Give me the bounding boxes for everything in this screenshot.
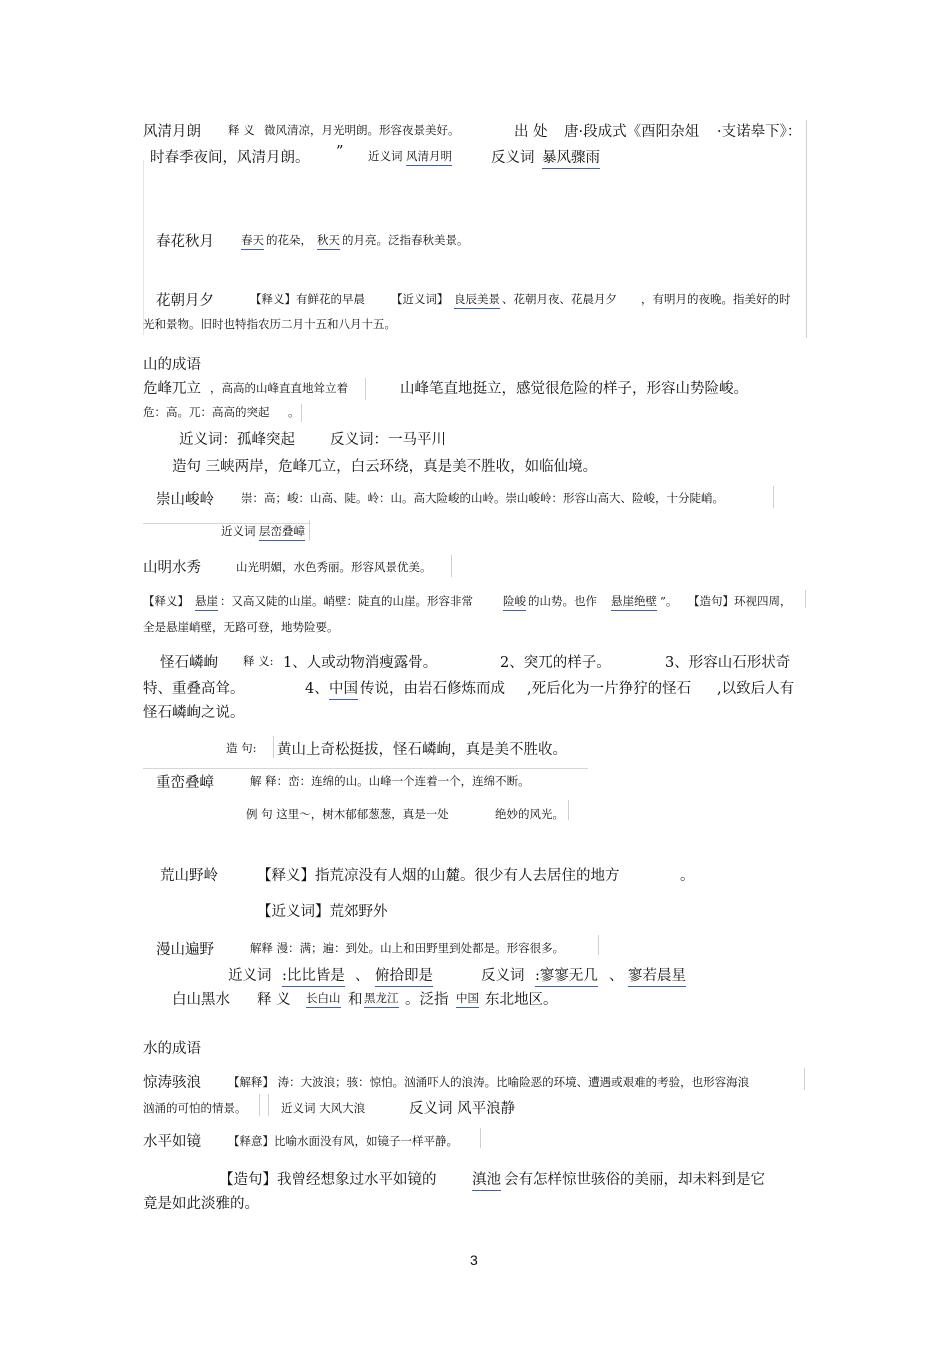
definition-text: 的花朵，: [266, 233, 312, 247]
definition-text: 传说，由岩石修炼而成: [360, 681, 505, 697]
gloss-text: 。: [288, 405, 300, 419]
definition-text: 解释 漫：满；遍：到处。山上和田野里到处都是。形容很多。: [250, 941, 565, 955]
antonym-text: 反义词：一马平川: [330, 432, 446, 448]
frame-line: [143, 768, 588, 769]
definition-text: 2、突兀的样子。: [500, 655, 611, 671]
definition-text: ,以致后人有: [717, 681, 795, 697]
frame-line: [273, 736, 274, 758]
frame-line: [268, 1094, 269, 1116]
frame-line: [804, 1068, 805, 1090]
term-link[interactable]: 长白山: [306, 990, 341, 1008]
definition-text: 山光明媚，水色秀丽。形容风景优美。: [236, 560, 432, 574]
idiom-title: 惊涛骇浪: [143, 1075, 201, 1091]
frame-line: [143, 160, 144, 335]
antonym-label: 反义词: [491, 150, 535, 166]
section-heading: 山的成语: [143, 357, 201, 373]
idiom-title: 怪石嶙峋: [160, 655, 218, 671]
example-sentence: 【造句】我曾经想象过水平如镜的: [219, 1172, 437, 1188]
term-link[interactable]: 黑龙江: [364, 990, 399, 1008]
term-link[interactable]: 春天: [241, 232, 264, 250]
definition-text: ，有明月的夜晚。指美好的时: [641, 292, 791, 306]
definition-text: 光和景物。旧时也特指农历二月十五和八月十五。: [143, 317, 396, 331]
definition-text: 微风清凉，月光明朗。形容夜景美好。: [264, 123, 460, 137]
definition-text: 3、形容山石形状奇: [665, 655, 791, 671]
frame-line: [259, 1094, 260, 1116]
definition-text: 。泛指: [405, 992, 449, 1008]
definition-text: 4、: [305, 681, 329, 697]
synonym-link[interactable]: :比比皆是: [282, 964, 345, 987]
definition-text: ：又高又陡的山崖。峭壁：陡直的山崖。形容非常: [220, 594, 473, 608]
definition-text: 【释义】有鲜花的早晨: [250, 292, 365, 306]
idiom-title: 漫山遍野: [156, 942, 214, 958]
frame-line: [301, 404, 302, 422]
definition-text: ”。: [660, 594, 678, 608]
synonym-label: 【近义词】: [391, 292, 449, 306]
term-link[interactable]: 悬崖绝壁: [611, 593, 657, 611]
definition-text: 解 释：峦：连绵的山。山峰一个连着一个，连绵不断。: [250, 774, 530, 788]
definition-text: 的月亮。泛指春秋美景。: [342, 233, 469, 247]
definition-text: 1、人或动物消瘦露骨。: [283, 655, 438, 671]
frame-line: [773, 486, 774, 508]
synonym-label: 近义词: [228, 968, 272, 984]
example-sentence: 竟是如此淡雅的。: [143, 1196, 259, 1212]
term-link[interactable]: 悬崖: [195, 593, 218, 611]
frame-line: [805, 590, 806, 608]
synonym-link[interactable]: 俯拾即是: [375, 964, 433, 987]
frame-line: [309, 520, 310, 540]
example-label: 造 句:: [226, 741, 257, 755]
synonym-text: 近义词 大风大浪: [281, 1101, 366, 1115]
definition-text: 【释义】指荒凉没有人烟的山麓。很少有人去居住的地方: [257, 868, 620, 884]
idiom-title: 荒山野岭: [160, 868, 218, 884]
definition-text: 、花朝月夜、花晨月夕: [502, 292, 617, 306]
definition-text: 怪石嶙峋之说。: [143, 705, 245, 721]
idiom-title: 白山黑水: [172, 992, 230, 1008]
page-number: 3: [470, 1252, 478, 1268]
example-label: 【造句】环视四周，: [688, 594, 792, 608]
synonym-text: 【近义词】荒郊野外: [257, 904, 388, 920]
definition-label: 释 义:: [243, 654, 274, 668]
gloss-text: 危：高。兀：高高的突起: [143, 405, 270, 419]
antonym-link[interactable]: 寥若晨星: [628, 964, 686, 987]
synonym-link[interactable]: 良辰美景: [454, 291, 500, 309]
frame-line: [806, 120, 807, 338]
idiom-title: 风清月朗: [143, 124, 201, 140]
example-sentence: 会有怎样惊世骇俗的美丽，却未料到是它: [504, 1172, 765, 1188]
synonym-link[interactable]: 风清月明: [406, 148, 452, 166]
idiom-title: 水平如镜: [143, 1134, 201, 1150]
antonym-label: 反义词: [481, 968, 525, 984]
section-heading: 水的成语: [143, 1041, 201, 1057]
definition-text: 特、重叠高耸。: [143, 681, 245, 697]
definition-text: 崇：高；峻：山高、陡。岭：山。高大险峻的山岭。崇山峻岭：形容山高大、险峻，十分陡峭。: [241, 491, 724, 505]
term-link[interactable]: 中国: [329, 677, 358, 700]
quote-mark: ”: [336, 144, 344, 160]
idiom-title: 春花秋月: [156, 234, 214, 250]
definition-text: 和: [348, 992, 363, 1008]
term-link[interactable]: 险峻: [503, 593, 526, 611]
frame-line: [480, 1128, 481, 1148]
idiom-title: 崇山峻岭: [156, 492, 214, 508]
example-sentence: 黄山上奇松挺拔，怪石嶙峋，真是美不胜收。: [277, 742, 567, 758]
synonym-link[interactable]: 层峦叠嶂: [259, 523, 305, 541]
synonym-label: 近义词: [368, 149, 403, 163]
definition-text: 东北地区。: [485, 992, 558, 1008]
term-link[interactable]: 滇池: [472, 1168, 501, 1191]
antonym-link[interactable]: :寥寥无几: [535, 964, 598, 987]
source-text: ·支诺皋下》：: [717, 124, 802, 140]
frame-line: [598, 935, 599, 955]
frame-line: [365, 378, 366, 400]
frame-line: [568, 800, 569, 820]
definition-label: 释 义: [257, 992, 291, 1008]
frame-line: [451, 555, 452, 577]
definition-label: 释 义: [228, 123, 255, 137]
definition-text: ,死后化为一片狰狞的怪石: [527, 681, 692, 697]
example-sentence: 全是悬崖峭壁，无路可登，地势险要。: [143, 620, 339, 634]
synonym-label: 近义词: [221, 524, 256, 538]
idiom-title: 山明水秀: [143, 560, 201, 576]
antonym-link[interactable]: 暴风骤雨: [542, 146, 600, 169]
term-link[interactable]: 秋天: [317, 232, 340, 250]
idiom-title: 危峰兀立: [143, 381, 201, 397]
idiom-title: 重峦叠嶂: [156, 775, 214, 791]
term-link[interactable]: 中国: [456, 990, 479, 1008]
definition-label: 【释义】: [143, 594, 189, 608]
definition-text: 【解释】 涛：大波浪；骇：惊怕。汹涌吓人的浪涛。比喻险恶的环境、遭遇或艰难的考验，也形容海浪: [228, 1075, 750, 1089]
source-label: 出 处: [514, 124, 548, 140]
definition-text: 【释意】比喻水面没有风，如镜子一样平静。: [228, 1134, 458, 1148]
separator: 、: [355, 968, 370, 984]
definition-text: 的山势。也作: [528, 594, 597, 608]
example-sentence: 绝妙的风光。: [495, 807, 564, 821]
note-text: ，高高的山峰直直地耸立着: [210, 381, 348, 395]
definition-text: 山峰笔直地挺立，感觉很危险的样子，形容山势险峻。: [400, 381, 748, 397]
idiom-title: 花朝月夕: [156, 293, 214, 309]
definition-text: 汹涌的可怕的情景。: [143, 1101, 247, 1115]
antonym-text: 反义词 风平浪静: [409, 1101, 516, 1117]
synonym-text: 近义词：孤峰突起: [179, 432, 295, 448]
source-text: 唐·段成式《酉阳杂俎: [564, 124, 700, 140]
definition-text: 。: [680, 868, 695, 884]
separator: 、: [609, 968, 624, 984]
example-sentence: 造句 三峡两岸，危峰兀立，白云环绕，真是美不胜收，如临仙境。: [172, 459, 598, 475]
source-quote: 时春季夜间，风清月朗。: [150, 150, 310, 166]
example-sentence: 例 句 这里～，树木郁郁葱葱，真是一处: [246, 807, 449, 821]
